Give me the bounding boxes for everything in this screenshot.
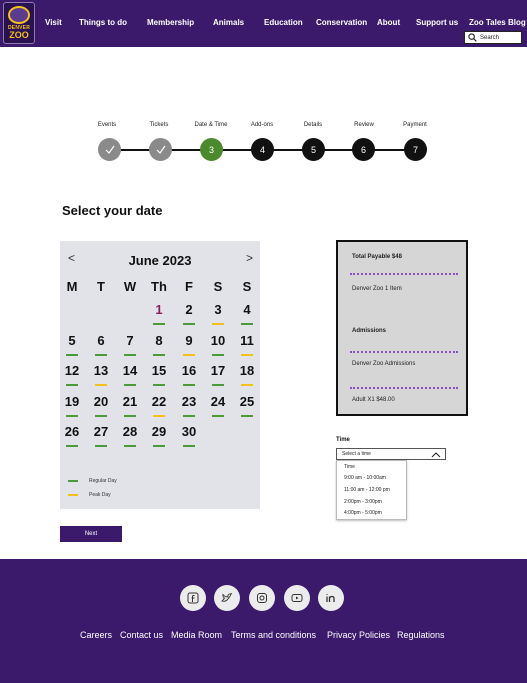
- regular-day-indicator: [212, 415, 224, 417]
- calendar-day[interactable]: 20: [93, 393, 109, 409]
- checkmark-icon: [156, 145, 166, 155]
- calendar-day[interactable]: 27: [93, 424, 109, 439]
- weekday-header: W: [123, 279, 137, 294]
- prev-month-button[interactable]: <: [68, 251, 76, 265]
- footer-link-careers[interactable]: Careers: [80, 630, 113, 640]
- calendar-day[interactable]: 5: [68, 332, 76, 348]
- peak-day-indicator: [241, 384, 253, 386]
- regular-day-indicator: [66, 354, 78, 356]
- weekday-header: S: [213, 279, 223, 294]
- peak-day-indicator: [95, 384, 107, 386]
- calendar-day[interactable]: 22: [151, 393, 167, 409]
- calendar-day[interactable]: 8: [155, 332, 163, 348]
- step-label-payment: Payment: [403, 122, 427, 128]
- time-option[interactable]: 11:00 am - 12:00 pm: [344, 487, 390, 493]
- step-label-review: Review: [354, 122, 374, 128]
- facebook-icon: [187, 592, 199, 604]
- regular-day-indicator: [153, 323, 165, 325]
- nav-conservation[interactable]: Conservation: [316, 18, 368, 27]
- nav-about[interactable]: About: [377, 18, 401, 27]
- search-placeholder: Search: [480, 34, 500, 41]
- calendar-day[interactable]: 17: [210, 363, 226, 378]
- regular-day-indicator: [183, 384, 195, 386]
- calendar-day[interactable]: 29: [151, 424, 167, 439]
- nav-things-to-do[interactable]: Things to do: [79, 18, 127, 27]
- footer: [0, 559, 527, 683]
- regular-day-legend-label: Regular Day: [89, 478, 117, 484]
- summary-line-item: Adult X1 $48.00: [352, 397, 395, 403]
- facebook-button[interactable]: [180, 585, 206, 611]
- calendar-day[interactable]: 10: [210, 332, 226, 348]
- time-option[interactable]: 9:00 am - 10:00am: [344, 475, 386, 481]
- calendar-day[interactable]: 1: [155, 302, 163, 317]
- calendar-day[interactable]: 25: [239, 393, 255, 409]
- regular-day-indicator: [183, 415, 195, 417]
- linkedin-button[interactable]: [318, 585, 344, 611]
- time-option[interactable]: 2:00pm - 3:00pm: [344, 499, 382, 505]
- regular-day-indicator: [124, 415, 136, 417]
- youtube-button[interactable]: [284, 585, 310, 611]
- calendar-day[interactable]: 12: [64, 363, 80, 378]
- weekday-header: S: [242, 279, 252, 294]
- nav-membership[interactable]: Membership: [147, 18, 195, 27]
- regular-day-legend-swatch: [68, 480, 78, 482]
- page-title: Select your date: [62, 203, 163, 218]
- calendar-day[interactable]: 4: [243, 302, 251, 317]
- search-icon: [468, 33, 477, 42]
- step-label-events: Events: [97, 122, 117, 128]
- step-add-ons[interactable]: 4: [251, 138, 274, 161]
- calendar-day[interactable]: 9: [185, 332, 193, 348]
- calendar-day[interactable]: 23: [181, 393, 197, 409]
- peak-day-indicator: [212, 323, 224, 325]
- total-payable: Total Payable $48: [352, 254, 402, 260]
- summary-item-count: Denver Zoo 1 Item: [352, 286, 402, 292]
- regular-day-indicator: [66, 384, 78, 386]
- calendar-day[interactable]: 24: [210, 393, 226, 409]
- regular-day-indicator: [124, 384, 136, 386]
- search-input[interactable]: [464, 31, 522, 44]
- weekday-header: Th: [151, 279, 167, 294]
- peak-day-indicator: [241, 354, 253, 356]
- linkedin-icon: [325, 592, 337, 604]
- peak-day-legend-swatch: [68, 494, 78, 496]
- regular-day-indicator: [153, 445, 165, 447]
- summary-divider: [350, 351, 458, 353]
- youtube-icon: [291, 592, 303, 604]
- regular-day-indicator: [124, 354, 136, 356]
- regular-day-indicator: [153, 354, 165, 356]
- calendar-day[interactable]: 19: [64, 393, 80, 409]
- time-select-placeholder: Select a time: [342, 451, 371, 457]
- regular-day-indicator: [66, 445, 78, 447]
- step-events[interactable]: [98, 138, 121, 161]
- time-label: Time: [336, 437, 350, 443]
- calendar-month-title: June 2023: [128, 253, 192, 268]
- nav-zoo-tales-blog[interactable]: Zoo Tales Blog: [469, 18, 526, 27]
- calendar-day[interactable]: 6: [97, 332, 105, 348]
- footer-link-media-room[interactable]: Media Room: [171, 630, 223, 640]
- time-option[interactable]: 4:00pm - 5:00pm: [344, 510, 382, 516]
- regular-day-indicator: [183, 323, 195, 325]
- step-details[interactable]: 5: [302, 138, 325, 161]
- calendar-day[interactable]: 28: [122, 424, 138, 439]
- calendar-day[interactable]: 21: [122, 393, 138, 409]
- summary-product: Denver Zoo Admissions: [352, 361, 416, 367]
- calendar-day[interactable]: 30: [181, 424, 197, 439]
- regular-day-indicator: [124, 445, 136, 447]
- step-payment[interactable]: 7: [404, 138, 427, 161]
- step-label-date-time: Date & Time: [194, 122, 228, 128]
- footer-link-regulations[interactable]: Regulations: [397, 630, 445, 640]
- footer-link-privacy[interactable]: Privacy Policies: [327, 630, 391, 640]
- denver-zoo-logo[interactable]: [3, 2, 35, 44]
- weekday-header: T: [97, 279, 105, 294]
- peak-day-legend-label: Peak Day: [89, 492, 111, 498]
- time-option[interactable]: Time: [344, 464, 355, 470]
- order-summary: [336, 240, 468, 416]
- instagram-icon: [256, 592, 268, 604]
- calendar-day[interactable]: 7: [126, 332, 134, 348]
- top-nav-bar: [0, 0, 527, 47]
- step-date-time[interactable]: 3: [200, 138, 223, 161]
- summary-section-heading: Admissions: [352, 328, 387, 334]
- footer-link-terms[interactable]: Terms and conditions: [231, 630, 317, 640]
- nav-education[interactable]: Education: [264, 18, 303, 27]
- regular-day-indicator: [241, 323, 253, 325]
- peak-day-indicator: [183, 354, 195, 356]
- calendar-day[interactable]: 16: [181, 363, 197, 378]
- summary-divider: [350, 273, 458, 275]
- regular-day-indicator: [183, 445, 195, 447]
- twitter-icon: [221, 592, 233, 604]
- nav-visit[interactable]: Visit: [45, 18, 62, 27]
- calendar-day[interactable]: 11: [240, 332, 254, 348]
- next-button[interactable]: Next: [60, 526, 122, 542]
- calendar-day[interactable]: 15: [151, 363, 167, 378]
- lion-face-icon: [8, 6, 30, 24]
- regular-day-indicator: [95, 415, 107, 417]
- calendar-day[interactable]: 3: [214, 302, 222, 317]
- regular-day-indicator: [95, 354, 107, 356]
- summary-divider: [350, 387, 458, 389]
- time-dropdown-list: [336, 460, 407, 520]
- step-label-add-ons: Add-ons: [250, 122, 274, 128]
- date-calendar: [60, 241, 260, 509]
- regular-day-indicator: [212, 384, 224, 386]
- regular-day-indicator: [66, 415, 78, 417]
- logo-text-bottom: ZOO: [9, 30, 29, 40]
- nav-animals[interactable]: Animals: [213, 18, 245, 27]
- checkmark-icon: [105, 145, 115, 155]
- step-review[interactable]: 6: [352, 138, 375, 161]
- step-tickets[interactable]: [149, 138, 172, 161]
- time-select[interactable]: [336, 448, 446, 460]
- calendar-day[interactable]: 2: [185, 302, 193, 317]
- footer-link-contact-us[interactable]: Contact us: [120, 630, 164, 640]
- step-label-tickets: Tickets: [149, 122, 169, 128]
- weekday-header: M: [66, 279, 78, 294]
- regular-day-indicator: [95, 445, 107, 447]
- calendar-day[interactable]: 18: [239, 363, 255, 378]
- next-month-button[interactable]: >: [246, 251, 254, 265]
- instagram-button[interactable]: [249, 585, 275, 611]
- calendar-day[interactable]: 13: [93, 363, 109, 378]
- chevron-up-icon: [431, 451, 441, 458]
- nav-support-us[interactable]: Support us: [416, 18, 459, 27]
- regular-day-indicator: [212, 354, 224, 356]
- twitter-button[interactable]: [214, 585, 240, 611]
- peak-day-indicator: [153, 415, 165, 417]
- calendar-day[interactable]: 14: [122, 363, 138, 378]
- regular-day-indicator: [241, 415, 253, 417]
- step-label-details: Details: [303, 122, 323, 128]
- weekday-header: F: [185, 279, 193, 294]
- calendar-day[interactable]: 26: [64, 424, 80, 439]
- regular-day-indicator: [153, 384, 165, 386]
- logo-text-top: DENVER: [7, 25, 31, 31]
